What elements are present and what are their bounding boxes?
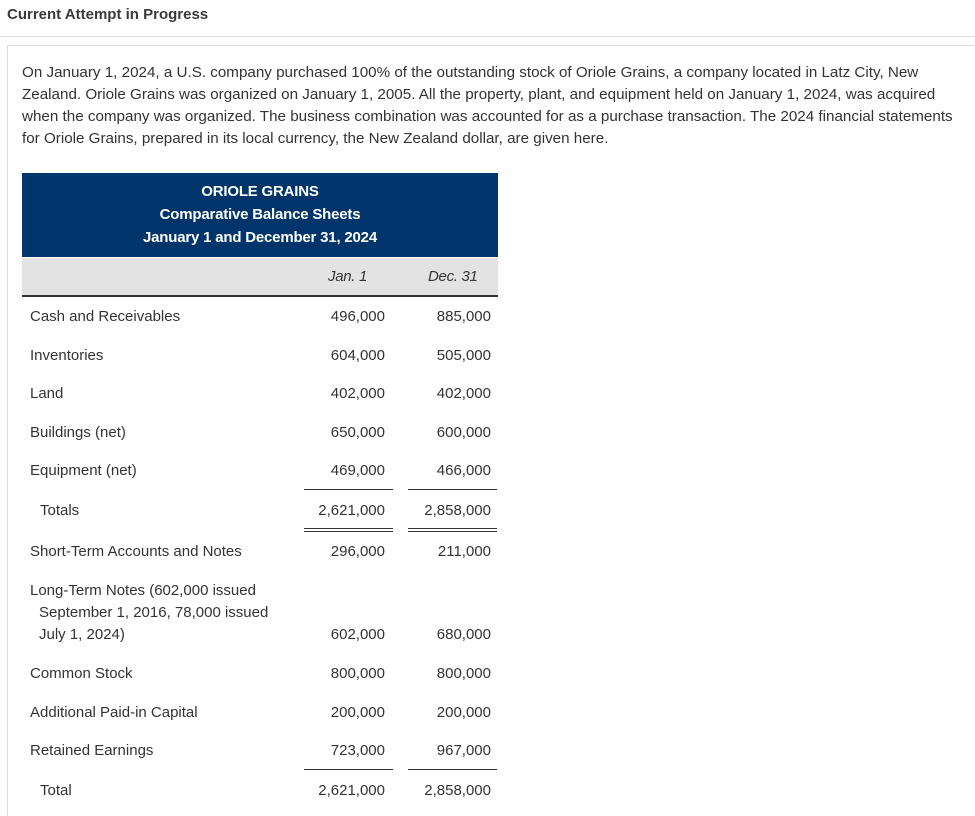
long-term-notes-line-1: Long-Term Notes (602,000 issued: [30, 582, 256, 599]
row-label-common-stock: Common Stock: [30, 665, 133, 682]
total-double-rule-jan: [304, 528, 393, 532]
row-label-long-term-notes: [30, 580, 268, 646]
value-jan-retained-earnings: 723,000: [330, 742, 385, 759]
value-dec-equipment: 466,000: [436, 462, 491, 479]
column-header-row: [22, 258, 498, 297]
company-name: ORIOLE GRAINS: [201, 183, 319, 200]
grand-total-rule-dec: [408, 769, 497, 770]
row-label-totals: Totals: [40, 502, 80, 519]
value-jan-inventories: 604,000: [330, 347, 385, 364]
long-term-notes-line-2: September 1, 2016, 78,000 issued: [39, 604, 269, 621]
value-jan-short-term: 296,000: [330, 543, 385, 560]
row-label-cash-receivables: Cash and Receivables: [30, 308, 181, 325]
row-label-apic: Additional Paid-in Capital: [30, 704, 198, 721]
column-header-dec: Dec. 31: [428, 268, 478, 285]
value-jan-equipment: 469,000: [330, 462, 385, 479]
value-dec-retained-earnings: 967,000: [436, 742, 491, 759]
question-intro: On January 1, 2024, a U.S. company purchased 100% of the outstanding stock of Oriole Grains, a company located in Latz City, New Zealand. Oriole Grains was organized on January 1, 2005. All the property, plant, and equipment held on January 1, 2024, was acquired when the company was organized. The business combination was accounted for as a purchase transaction. The 2024 financial statements for Oriole Grains, prepared in its local currency, the New Zealand dollar, are given here.: [22, 64, 953, 147]
subtotal-rule-jan: [304, 489, 393, 490]
row-label-retained-earnings: Retained Earnings: [30, 742, 154, 759]
row-label-land: Land: [30, 385, 64, 402]
value-dec-buildings: 600,000: [436, 424, 491, 441]
value-dec-totals: 2,858,000: [424, 502, 491, 519]
statement-title: Comparative Balance Sheets: [159, 206, 361, 223]
value-jan-land: 402,000: [330, 385, 385, 402]
attempt-status-title: Current Attempt in Progress: [7, 6, 209, 23]
value-dec-common-stock: 800,000: [436, 665, 491, 682]
value-dec-apic: 200,000: [436, 704, 491, 721]
value-jan-totals: 2,621,000: [318, 502, 385, 519]
row-label-equipment: Equipment (net): [30, 462, 137, 479]
total-double-rule-dec: [408, 528, 497, 532]
row-label-inventories: Inventories: [30, 347, 104, 364]
subtotal-rule-dec: [408, 489, 497, 490]
value-jan-buildings: 650,000: [330, 424, 385, 441]
value-jan-total: 2,621,000: [318, 782, 385, 799]
value-jan-long-term-notes: 602,000: [330, 626, 385, 643]
statement-period: January 1 and December 31, 2024: [143, 229, 377, 246]
row-label-short-term: Short-Term Accounts and Notes: [30, 543, 242, 560]
value-jan-apic: 200,000: [330, 704, 385, 721]
value-dec-long-term-notes: 680,000: [436, 626, 491, 643]
column-header-jan: Jan. 1: [328, 268, 368, 285]
row-label-buildings: Buildings (net): [30, 424, 126, 441]
grand-total-rule-jan: [304, 769, 393, 770]
value-jan-cash-receivables: 496,000: [330, 308, 385, 325]
value-dec-short-term: 211,000: [437, 543, 491, 560]
value-dec-land: 402,000: [436, 385, 491, 402]
question-panel: [7, 45, 975, 816]
long-term-notes-line-3: July 1, 2024): [39, 626, 125, 643]
value-dec-total: 2,858,000: [424, 782, 491, 799]
value-dec-inventories: 505,000: [436, 347, 491, 364]
value-dec-cash-receivables: 885,000: [436, 308, 491, 325]
value-jan-common-stock: 800,000: [330, 665, 385, 682]
balance-sheet-header: [22, 173, 498, 257]
row-label-total: Total: [40, 782, 72, 799]
attempt-status-bar: [0, 0, 975, 37]
